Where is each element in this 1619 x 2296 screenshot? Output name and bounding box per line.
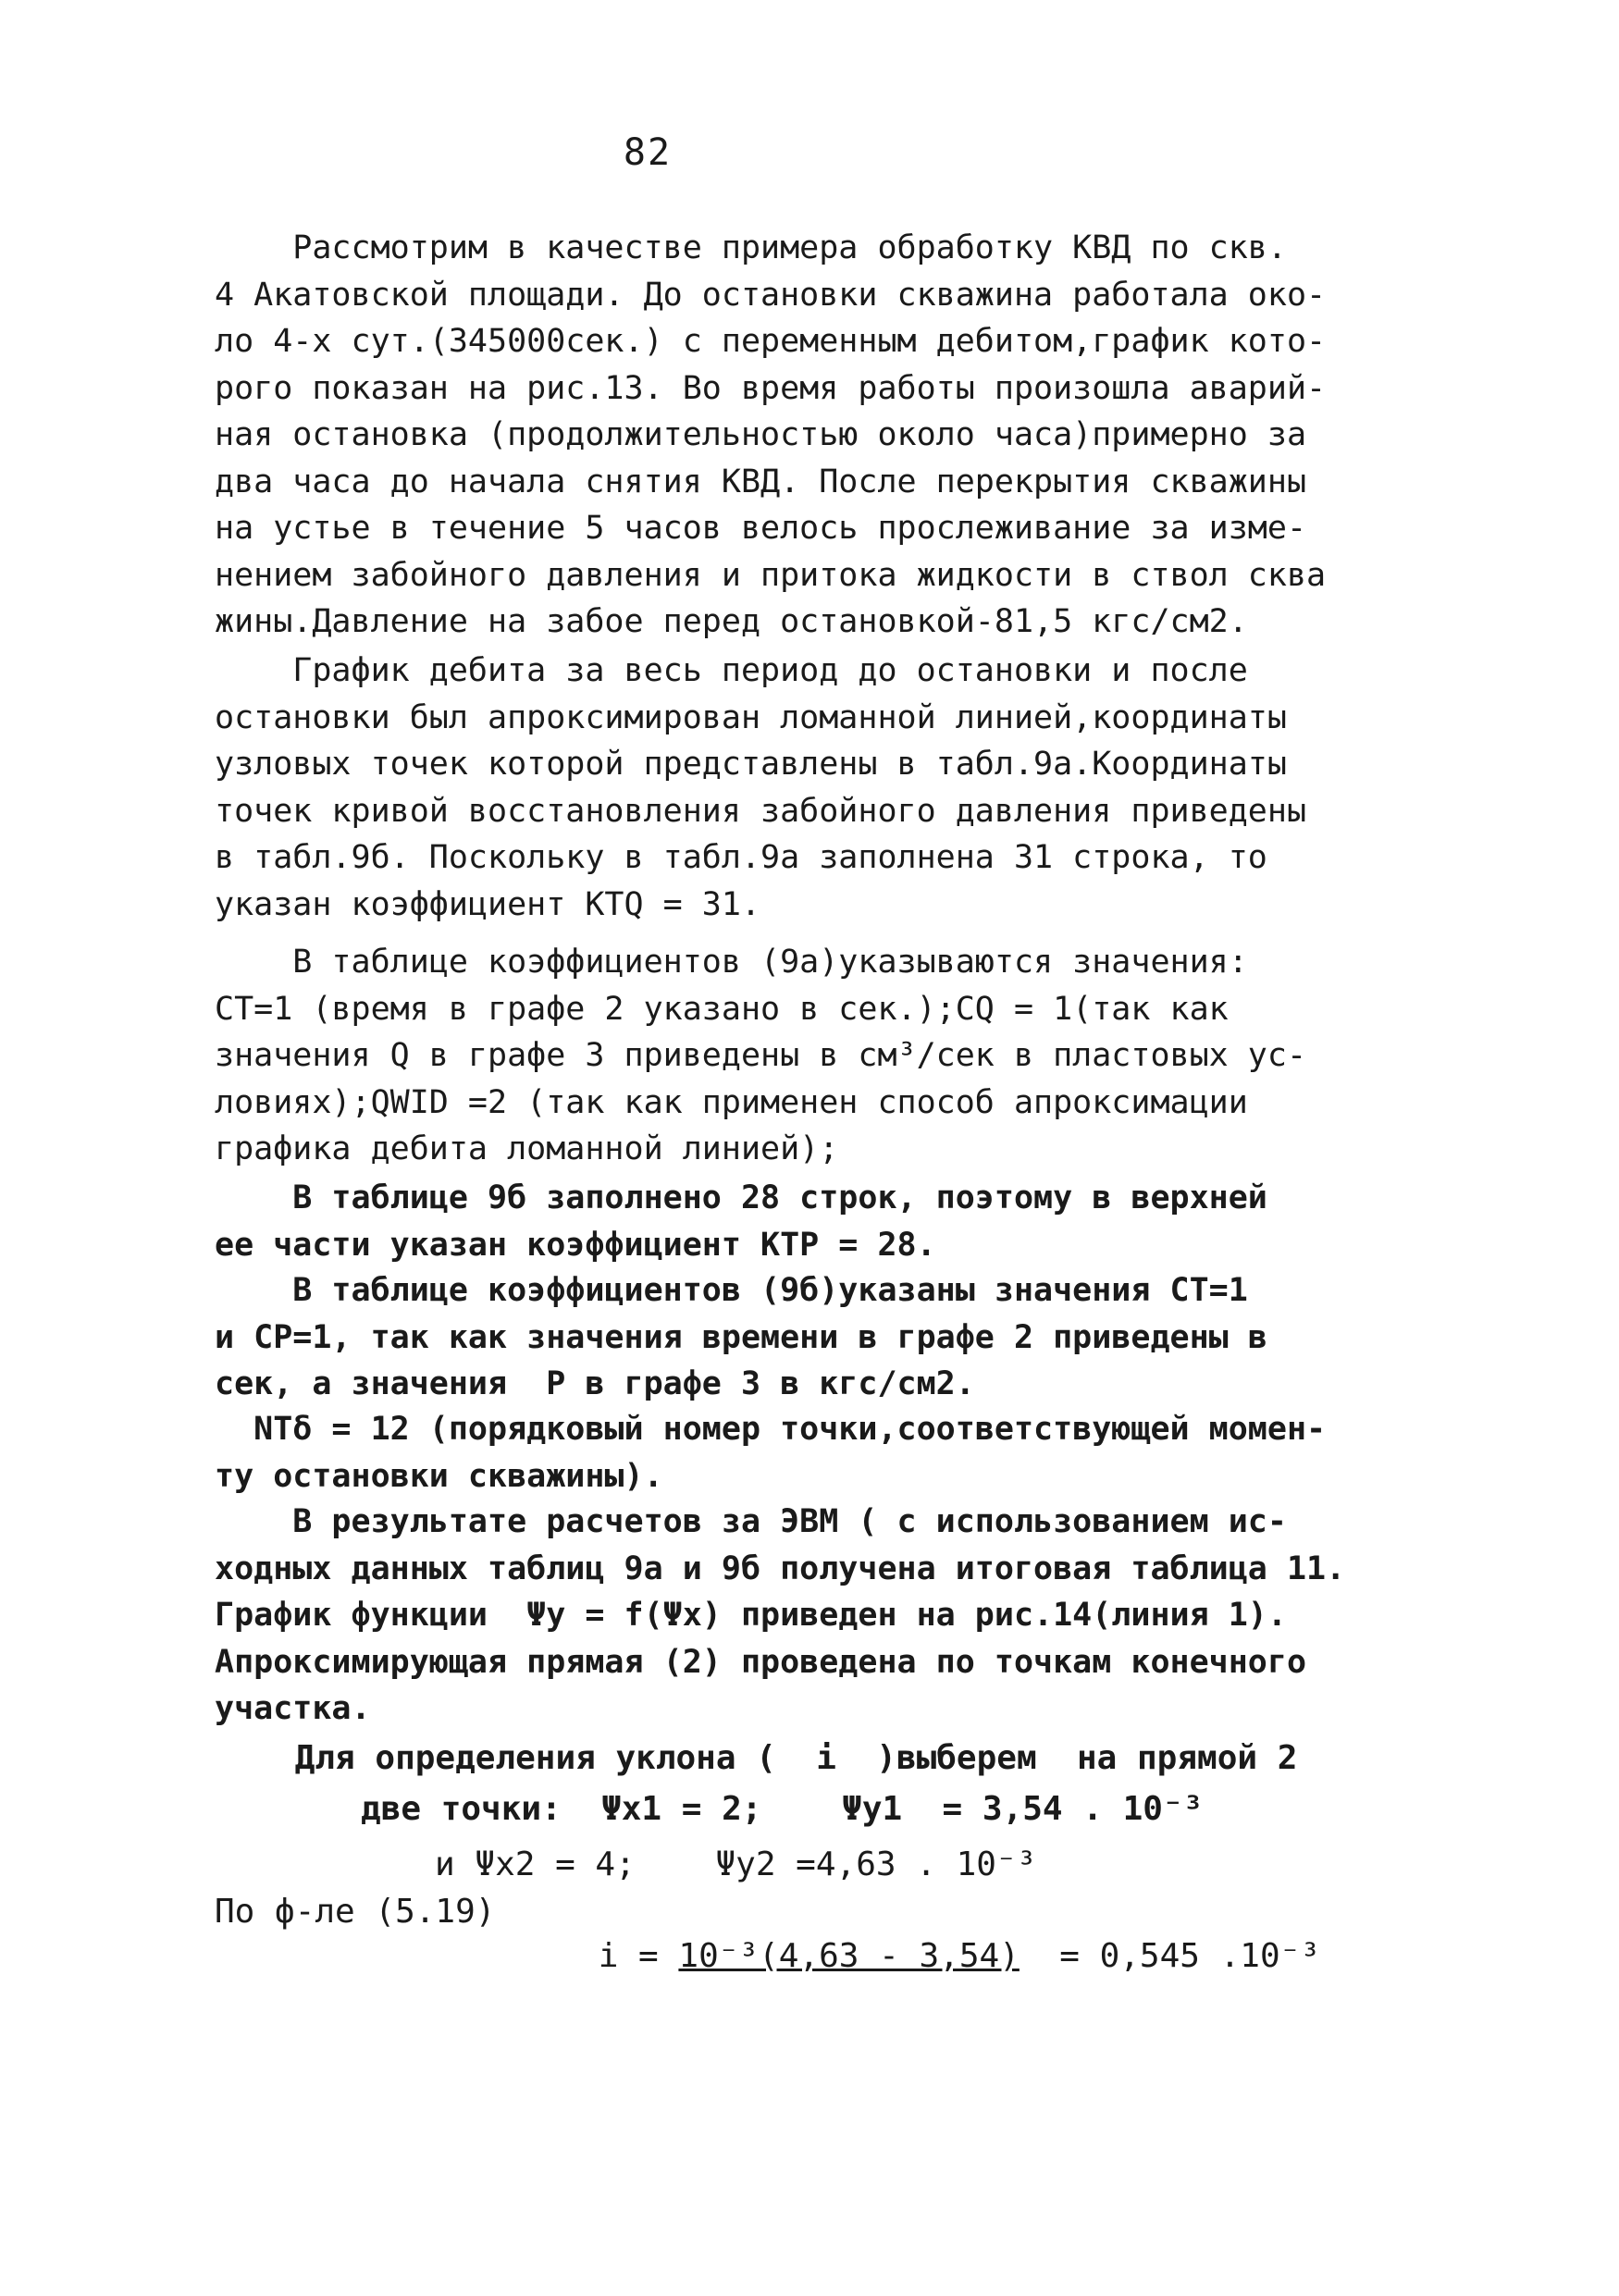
formula-points-line-2: и Ψx2 = 4; Ψy2 =4,63 . 10⁻³ xyxy=(315,1845,1037,1883)
slope-prefix: i = xyxy=(598,1937,679,1975)
formula-points-line: две точки: Ψx1 = 2; Ψy1 = 3,54 . 10⁻³ xyxy=(361,1790,1204,1828)
formula-intro-line: Для определения уклона ( i )выберем на прямой 2 xyxy=(215,1739,1298,1777)
paragraph-1: Рассмотрим в качестве примера обработку КВД по скв. 4 Акатовской площади. До остановки скважина работала око- ло 4-х сут.(345000сек.) с переменным дебитом,график кото- рого показан на рис.13. Во время работы произошла аварий- ная остановка (продолжительностью около часа)примерно за два часа до начала снятия КВД. После перекрытия скважины на устье в течение 5 часов велось прослеживание за изме- нением забойного давления и притока жидкости в ствол сква жины.Давление на забое перед остановкой-81,5 кгс/см2. xyxy=(215,229,1327,640)
paragraph-7: В результате расчетов за ЭВМ ( с использованием ис- ходных данных таблиц 9а и 9б получена итоговая таблица 11. График функции Ψy = f(Ψx) приведен на рис.14(линия 1). Апроксимирующая прямая (2) проведена по точкам конечного участка. xyxy=(215,1503,1346,1727)
page-number: 82 xyxy=(623,131,673,174)
formula-slope xyxy=(518,1899,1320,2013)
paragraph-3: В таблице коэффициентов (9а)указываются значения: CT=1 (время в графе 2 указано в сек.);CQ = 1(так как значения Q в графе 3 приведены в см³/сек в пластовых ус- ловиях);QWID =2 (так как применен способ апроксимации графика дебита ломанной линией); xyxy=(215,944,1307,1167)
slope-numerator: 10⁻³(4,63 - 3,54) xyxy=(678,1937,1020,1975)
paragraph-6: NTδ = 12 (порядковый номер точки,соответствующей момен- ту остановки скважины). xyxy=(215,1411,1327,1495)
paragraph-2: График дебита за весь период до остановки и после остановки был апроксимирован ломанной линией,координаты узловых точек которой представлены в табл.9а.Координаты точек кривой восстановления забойного давления приведены в табл.9б. Поскольку в табл.9а заполнена 31 строка, то указан коэффициент КТQ = 31. xyxy=(215,652,1307,923)
slope-result: = 0,545 .10⁻³ xyxy=(1019,1937,1320,1975)
formula-reference: По ф-ле (5.19) xyxy=(215,1893,496,1931)
paragraph-5: В таблице коэффициентов (9б)указаны значения СТ=1 и СР=1, так как значения времени в графе 2 приведены в сек, а значения Р в графе 3 в кгс/см2. xyxy=(215,1272,1267,1402)
paragraph-4: В таблице 9б заполнено 28 строк, поэтому в верхней ее части указан коэффициент КТР = 28. xyxy=(215,1179,1267,1264)
